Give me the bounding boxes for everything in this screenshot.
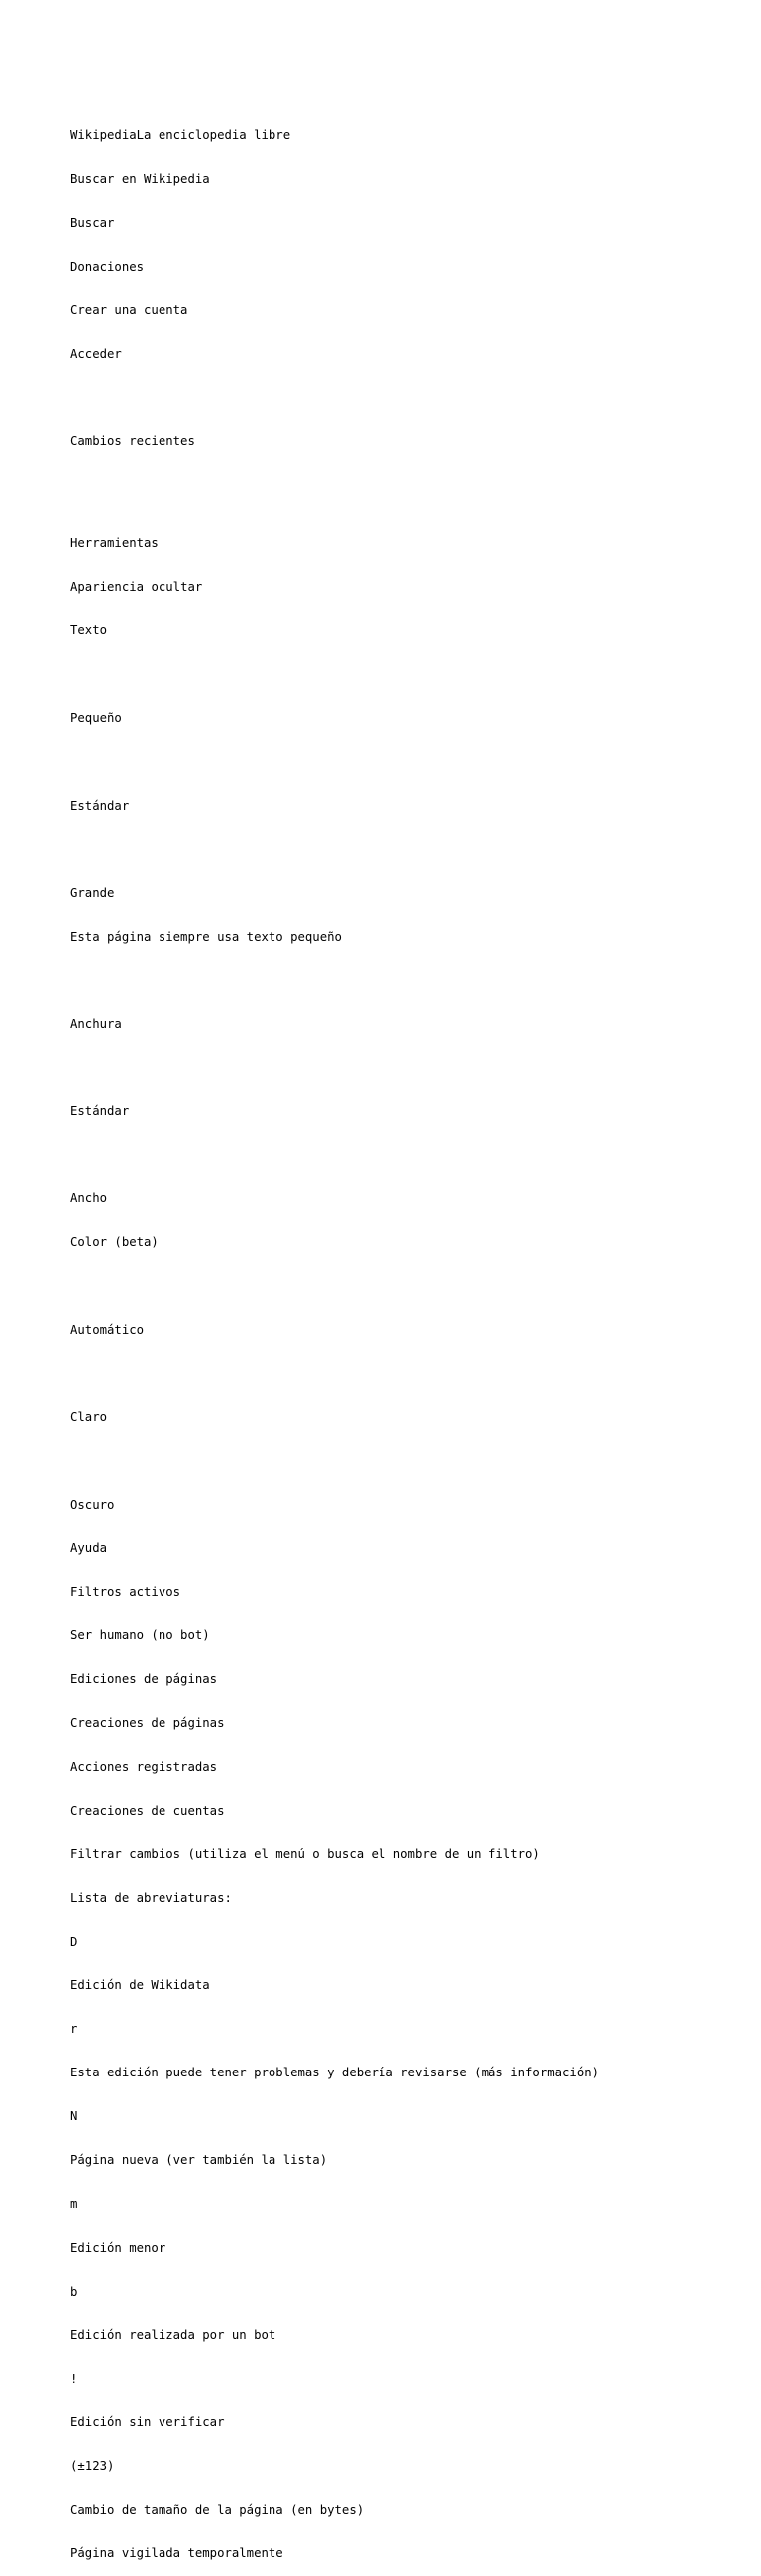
- color-option-dark[interactable]: Oscuro: [70, 1498, 115, 1512]
- spacer: [70, 1280, 744, 1294]
- text-size-option-small[interactable]: Pequeño: [70, 711, 122, 726]
- spacer: [70, 1061, 744, 1075]
- appearance-header: [70, 580, 744, 595]
- legend-abbr-review: r: [70, 2022, 78, 2037]
- filter-tag-page-creations[interactable]: Creaciones de páginas: [70, 1716, 225, 1731]
- site-header-logo[interactable]: [70, 128, 744, 143]
- filter-tag-account-creations[interactable]: Creaciones de cuentas: [70, 1803, 225, 1818]
- text-size-option-standard[interactable]: Estándar: [70, 798, 130, 813]
- legend-desc-new: Página nueva (ver también la lista): [70, 2153, 328, 2168]
- donate-link[interactable]: Donaciones: [70, 259, 145, 274]
- filter-tag-logged-actions[interactable]: Acciones registradas: [70, 1759, 218, 1774]
- legend-desc-bot: Edición realizada por un bot: [70, 2327, 276, 2342]
- filter-tag-human[interactable]: Ser humano (no bot): [70, 1628, 210, 1643]
- filter-tag-page-edits[interactable]: Ediciones de páginas: [70, 1672, 218, 1687]
- create-account-link[interactable]: Crear una cuenta: [70, 302, 188, 317]
- legend-desc-minor: Edición menor: [70, 2240, 166, 2255]
- search-button[interactable]: Buscar: [70, 215, 115, 230]
- spacer: [70, 667, 744, 682]
- legend-abbr-unpatrolled: !: [70, 2371, 78, 2386]
- appearance-hide-button[interactable]: ocultar: [151, 580, 203, 595]
- legend-abbr-new: N: [70, 2109, 78, 2124]
- color-option-light[interactable]: Claro: [70, 1409, 108, 1424]
- legend-abbr-minor: m: [70, 2196, 78, 2211]
- spacer: [70, 1367, 744, 1382]
- active-filters-label: Filtros activos: [70, 1585, 181, 1600]
- wikipedia-logo-text[interactable]: Wikipedia: [70, 128, 137, 143]
- filter-search-input[interactable]: Filtrar cambios (utiliza el menú o busca el nombre de un filtro): [70, 1847, 540, 1861]
- text-size-note: Esta página siempre usa texto pequeño: [70, 929, 342, 944]
- page-title: Cambios recientes: [70, 434, 195, 449]
- search-row: [70, 172, 744, 187]
- wikipedia-tagline: La enciclopedia libre: [136, 128, 291, 143]
- spacer: [70, 391, 744, 405]
- spacer: [70, 1454, 744, 1469]
- tools-menu-button[interactable]: Herramientas: [70, 535, 159, 550]
- text-size-label: Texto: [70, 623, 108, 638]
- help-link[interactable]: Ayuda: [70, 1541, 108, 1556]
- legend-desc-review: Esta edición puede tener problemas y debería revisarse (más información): [70, 2066, 599, 2080]
- legend-abbr-size-change: (±123): [70, 2459, 115, 2474]
- legend-temp-watched: Página vigilada temporalmente: [70, 2546, 283, 2561]
- legend-abbr-bot: b: [70, 2284, 78, 2298]
- legend-desc-wikidata: Edición de Wikidata: [70, 1978, 210, 1993]
- login-link[interactable]: Acceder: [70, 346, 122, 361]
- color-label: Color (beta): [70, 1235, 159, 1250]
- color-option-automatic[interactable]: Automático: [70, 1322, 145, 1337]
- spacer: [70, 478, 744, 506]
- spacer: [70, 842, 744, 857]
- width-label: Anchura: [70, 1016, 122, 1031]
- legend-desc-size-change: Cambio de tamaño de la página (en bytes): [70, 2503, 365, 2518]
- page-content: [70, 99, 744, 2576]
- spacer: [70, 754, 744, 769]
- legend-abbr-wikidata: D: [70, 1934, 78, 1949]
- spacer: [70, 973, 744, 988]
- legend-title: Lista de abreviaturas:: [70, 1890, 232, 1905]
- spacer: [70, 1148, 744, 1163]
- appearance-title: Apariencia: [70, 580, 145, 595]
- search-input[interactable]: [70, 172, 368, 187]
- width-option-standard[interactable]: Estándar: [70, 1104, 130, 1119]
- width-option-wide[interactable]: Ancho: [70, 1191, 108, 1206]
- text-size-option-large[interactable]: Grande: [70, 885, 115, 900]
- legend-desc-unpatrolled: Edición sin verificar: [70, 2414, 225, 2429]
